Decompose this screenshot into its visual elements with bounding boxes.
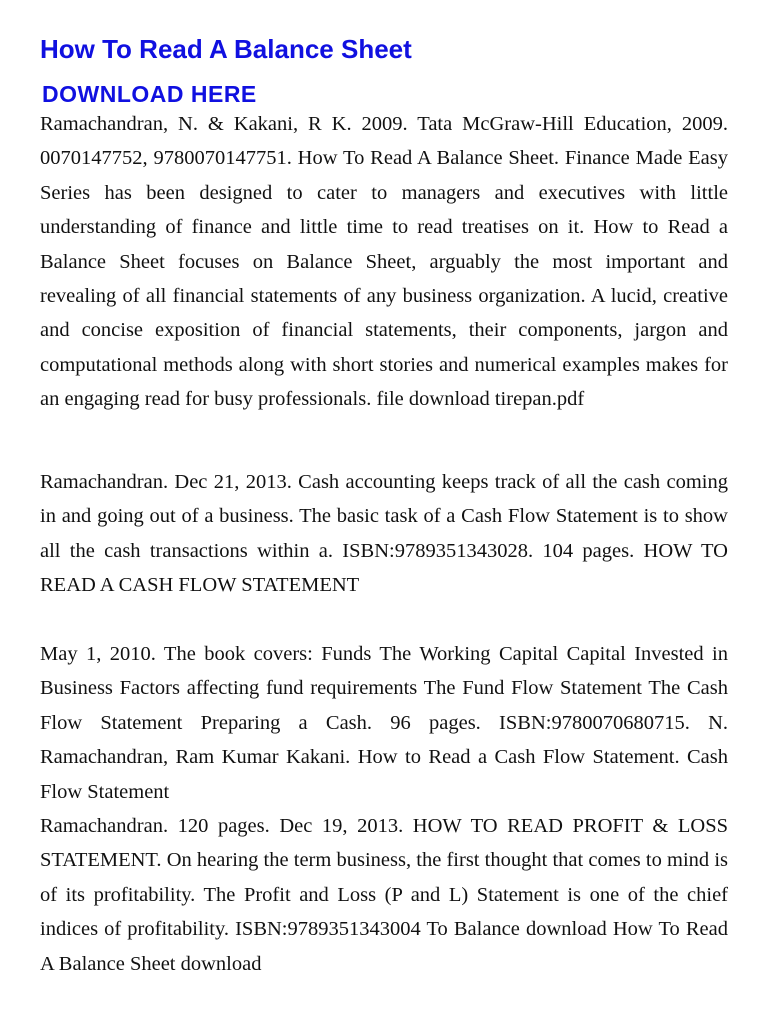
paragraph-profit-loss: Ramachandran. 120 pages. Dec 19, 2013. HOW TO READ PROFIT & LOSS STATEMENT. On hearing the term business, the first thought that comes to mind is of its profitability. The Profit and Loss (P and L) Statement is one of the chief indices of profitability. ISBN:9789351343004 To Balance download How To Read A Balance Sheet download (40, 815, 728, 975)
paragraph-fund-flow: May 1, 2010. The book covers: Funds The Working Capital Capital Invested in Business Factors affecting fund requirements The Fund Flow Statement The Cash Flow Statement Preparing a Cash. 96 pages. ISBN:9780070680715. N. Ramachandran, Ram Kumar Kakani. How to Read a Cash Flow Statement. Cash Flow Statement (40, 643, 728, 803)
download-link[interactable]: DOWNLOAD HERE (42, 81, 257, 107)
paragraph-cash-flow: Ramachandran. Dec 21, 2013. Cash accounting keeps track of all the cash coming in and going out of a business. The basic task of a Cash Flow Statement is to show all the cash transactions within a. ISBN:9789351343028. 104 pages. HOW TO READ A CASH FLOW STATEMENT (40, 471, 728, 597)
page-title: How To Read A Balance Sheet (40, 34, 412, 64)
paragraph-balance-sheet: Ramachandran, N. & Kakani, R K. 2009. Tata McGraw-Hill Education, 2009. 0070147752, 9780070147751. How To Read A Balance Sheet. Finance Made Easy Series has been designed to cater to managers and executives with little understanding of finance and little time to read treatises on it. How to Read a Balance Sheet focuses on Balance Sheet, arguably the most important and revealing of all financial statements of any business organization. A lucid, creative and concise exposition of financial statements, their components, jargon and computational methods along with short stories and numerical examples makes for an engaging read for busy professionals. file download tirepan.pdf (40, 113, 728, 411)
